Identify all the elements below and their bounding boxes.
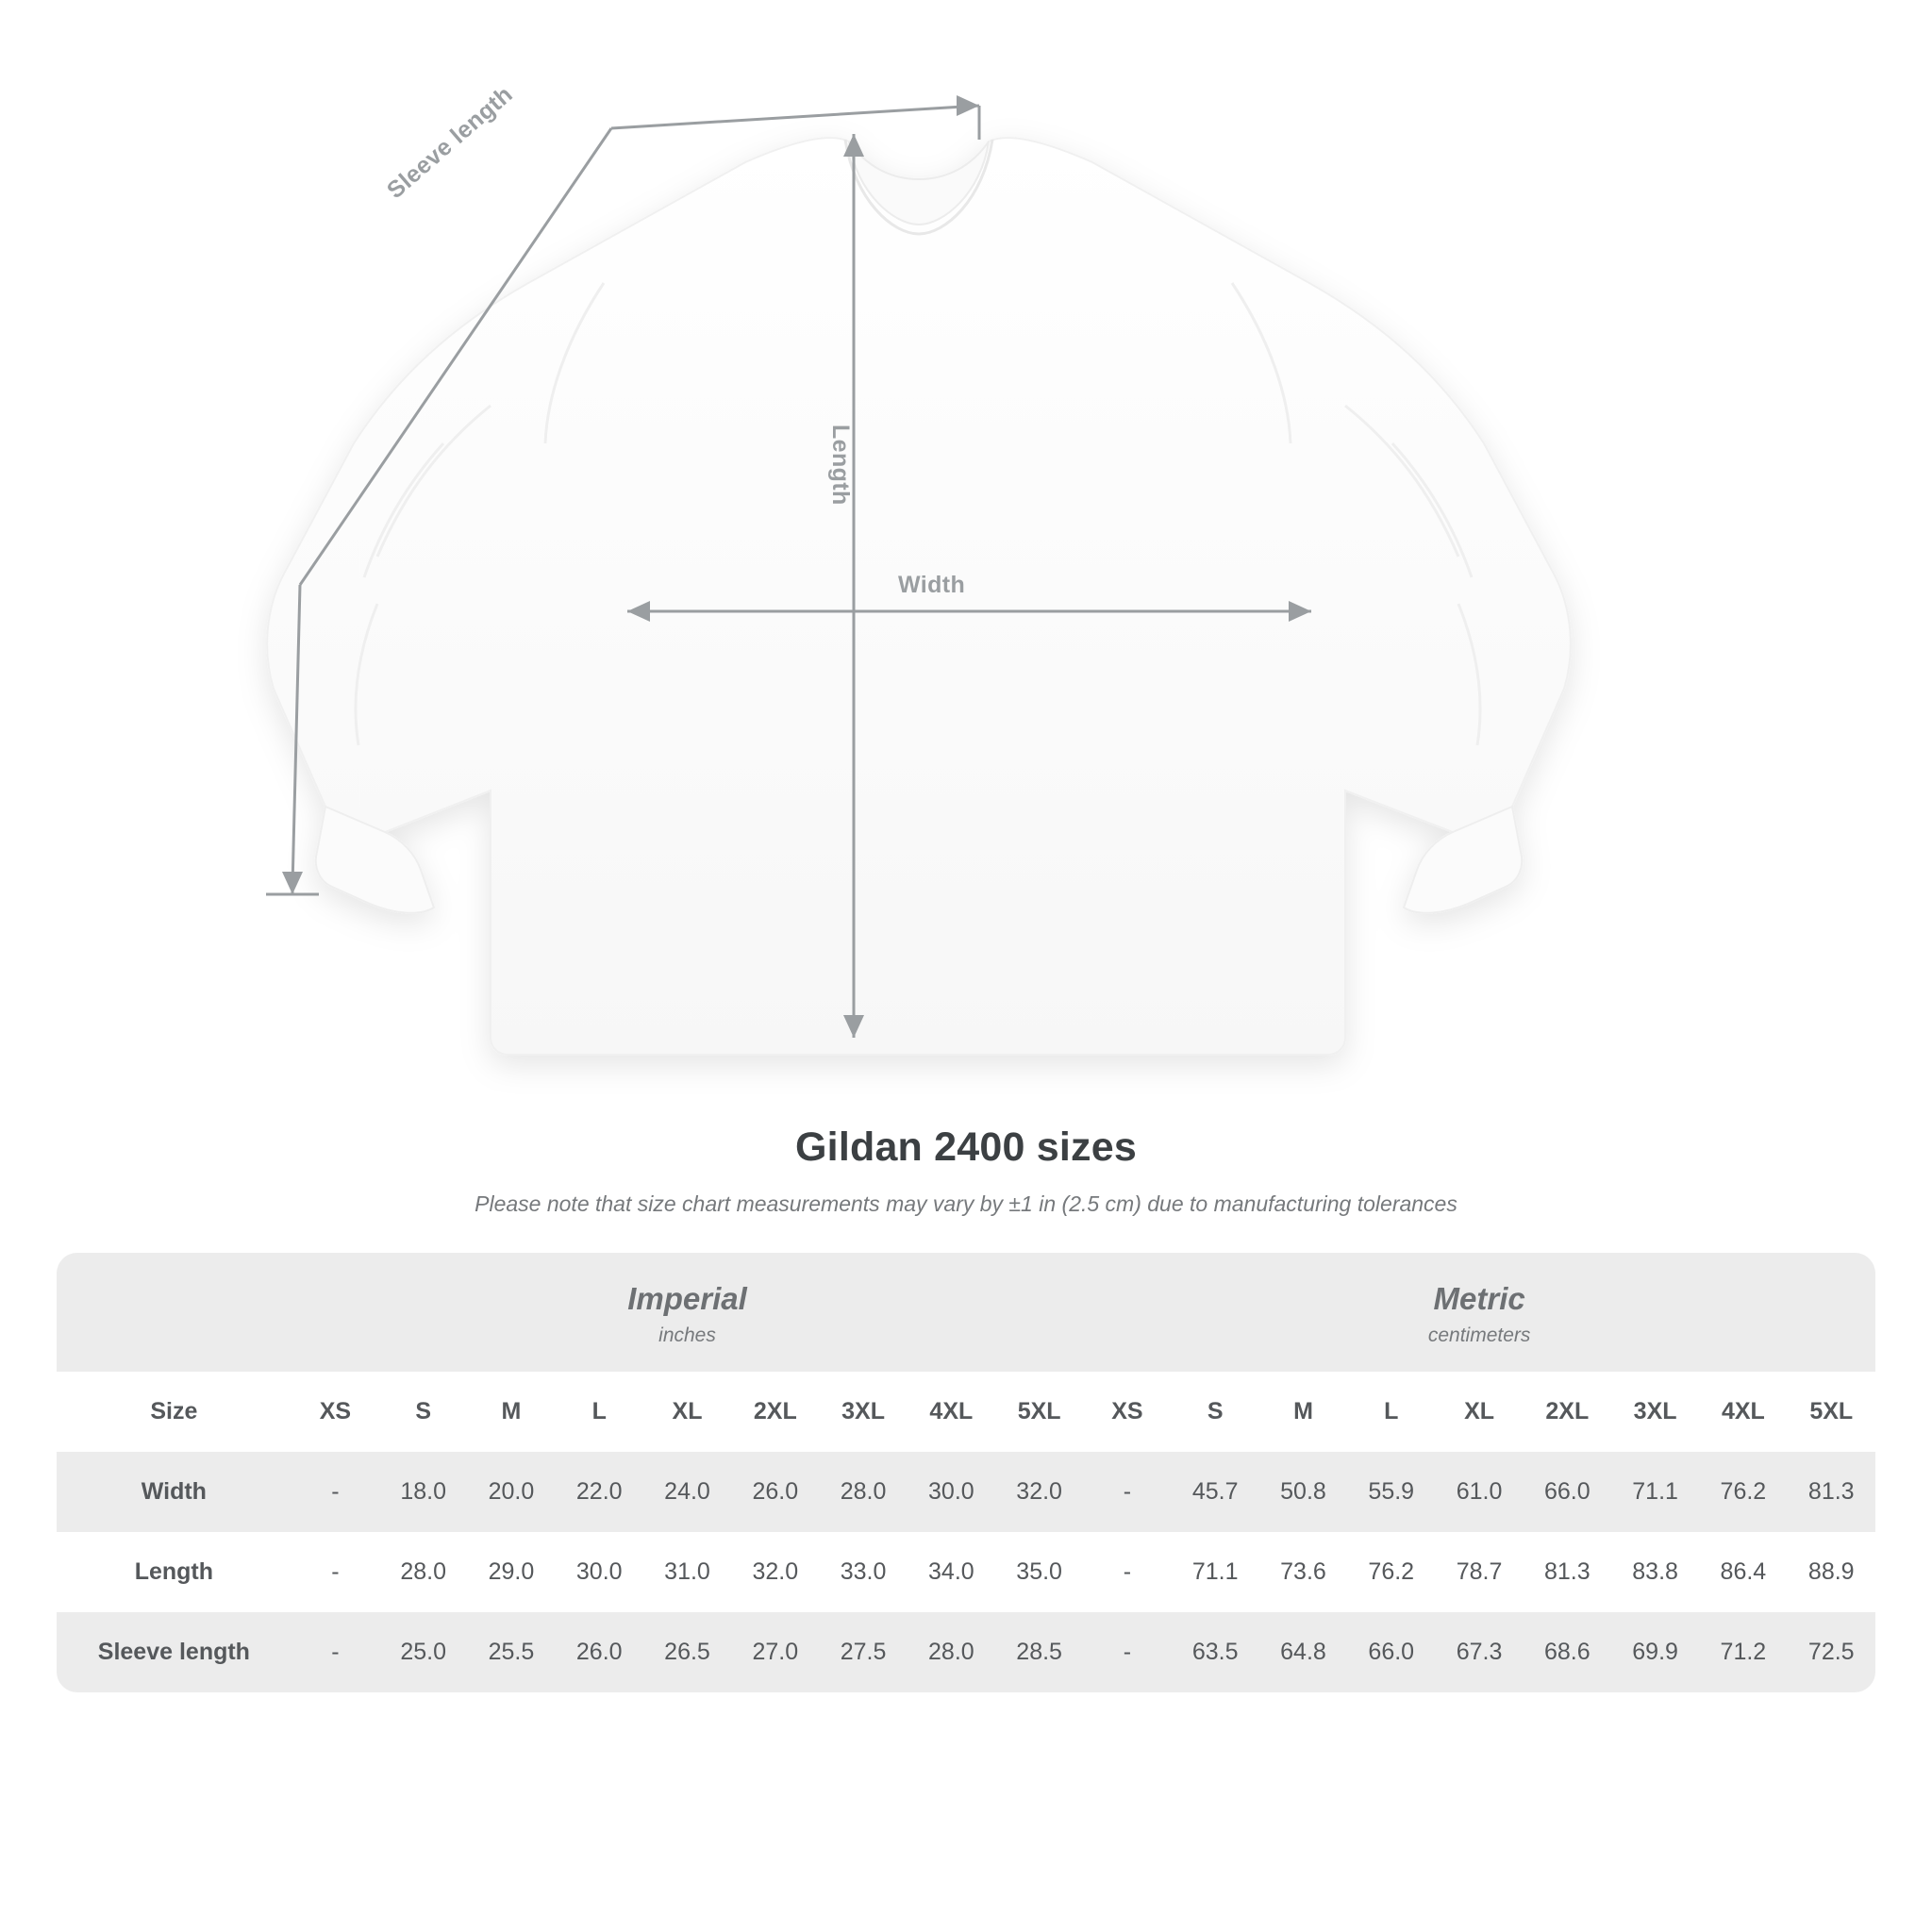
unit-system-row xyxy=(57,1253,1875,1372)
header-metric-xl: XL xyxy=(1435,1372,1523,1452)
cell-length-imperial-xl: 31.0 xyxy=(643,1532,731,1612)
sleeve-length-dimension-label: Sleeve length xyxy=(382,80,518,205)
header-metric-l: L xyxy=(1347,1372,1435,1452)
table-row xyxy=(57,1612,1875,1692)
table-header-row xyxy=(57,1372,1875,1452)
width-dimension-label: Width xyxy=(898,572,966,598)
table-row xyxy=(57,1532,1875,1612)
cell-length-metric-m: 73.6 xyxy=(1259,1532,1347,1612)
cell-length-imperial-xs: - xyxy=(291,1532,379,1612)
cell-width-imperial-5xl: 32.0 xyxy=(995,1452,1083,1532)
cell-sleeve-imperial-l: 26.0 xyxy=(556,1612,643,1692)
metric-unit-cell xyxy=(1083,1253,1875,1372)
cell-width-metric-xs: - xyxy=(1083,1452,1171,1532)
cell-width-imperial-m: 20.0 xyxy=(467,1452,555,1532)
header-imperial-3xl: 3XL xyxy=(819,1372,907,1452)
page-title: Gildan 2400 sizes xyxy=(795,1124,1137,1170)
cell-width-imperial-4xl: 30.0 xyxy=(908,1452,995,1532)
cell-width-metric-4xl: 76.2 xyxy=(1699,1452,1787,1532)
cell-width-metric-xl: 61.0 xyxy=(1435,1452,1523,1532)
cell-sleeve-imperial-4xl: 28.0 xyxy=(908,1612,995,1692)
cell-sleeve-imperial-3xl: 27.5 xyxy=(819,1612,907,1692)
cell-length-metric-s: 71.1 xyxy=(1172,1532,1259,1612)
cell-length-imperial-5xl: 35.0 xyxy=(995,1532,1083,1612)
cell-length-imperial-3xl: 33.0 xyxy=(819,1532,907,1612)
cell-sleeve-metric-m: 64.8 xyxy=(1259,1612,1347,1692)
cell-width-metric-m: 50.8 xyxy=(1259,1452,1347,1532)
cell-width-imperial-2xl: 26.0 xyxy=(731,1452,819,1532)
cell-sleeve-metric-4xl: 71.2 xyxy=(1699,1612,1787,1692)
cell-sleeve-imperial-m: 25.5 xyxy=(467,1612,555,1692)
cell-sleeve-imperial-5xl: 28.5 xyxy=(995,1612,1083,1692)
header-imperial-2xl: 2XL xyxy=(731,1372,819,1452)
cell-length-imperial-l: 30.0 xyxy=(556,1532,643,1612)
header-imperial-l: L xyxy=(556,1372,643,1452)
metric-label: Metric xyxy=(1433,1281,1525,1316)
size-column-header: Size xyxy=(57,1372,291,1452)
imperial-label: Imperial xyxy=(627,1281,747,1316)
header-metric-3xl: 3XL xyxy=(1611,1372,1699,1452)
cell-width-metric-l: 55.9 xyxy=(1347,1452,1435,1532)
length-dimension-label: Length xyxy=(827,425,854,506)
header-metric-s: S xyxy=(1172,1372,1259,1452)
cell-length-imperial-2xl: 32.0 xyxy=(731,1532,819,1612)
cell-length-metric-5xl: 88.9 xyxy=(1788,1532,1875,1612)
cell-length-metric-4xl: 86.4 xyxy=(1699,1532,1787,1612)
header-metric-4xl: 4XL xyxy=(1699,1372,1787,1452)
row-label-length: Length xyxy=(57,1532,291,1612)
header-imperial-xl: XL xyxy=(643,1372,731,1452)
cell-sleeve-metric-3xl: 69.9 xyxy=(1611,1612,1699,1692)
table-row xyxy=(57,1452,1875,1532)
cell-length-imperial-m: 29.0 xyxy=(467,1532,555,1612)
header-metric-m: M xyxy=(1259,1372,1347,1452)
cell-width-metric-s: 45.7 xyxy=(1172,1452,1259,1532)
row-label-sleeve-length: Sleeve length xyxy=(57,1612,291,1692)
header-imperial-xs: XS xyxy=(291,1372,379,1452)
header-imperial-s: S xyxy=(379,1372,467,1452)
header-imperial-4xl: 4XL xyxy=(908,1372,995,1452)
cell-width-imperial-l: 22.0 xyxy=(556,1452,643,1532)
cell-width-imperial-xs: - xyxy=(291,1452,379,1532)
cell-width-imperial-s: 18.0 xyxy=(379,1452,467,1532)
metric-sublabel: centimeters xyxy=(1427,1324,1531,1346)
header-imperial-m: M xyxy=(467,1372,555,1452)
cell-sleeve-imperial-xs: - xyxy=(291,1612,379,1692)
cell-length-metric-l: 76.2 xyxy=(1347,1532,1435,1612)
unit-spacer-cell xyxy=(57,1253,291,1372)
cell-width-imperial-xl: 24.0 xyxy=(643,1452,731,1532)
cell-width-metric-3xl: 71.1 xyxy=(1611,1452,1699,1532)
header-metric-xs: XS xyxy=(1083,1372,1171,1452)
header-metric-2xl: 2XL xyxy=(1524,1372,1611,1452)
row-label-width: Width xyxy=(57,1452,291,1532)
cell-width-metric-5xl: 81.3 xyxy=(1788,1452,1875,1532)
cell-sleeve-metric-xl: 67.3 xyxy=(1435,1612,1523,1692)
cell-sleeve-imperial-xl: 26.5 xyxy=(643,1612,731,1692)
cell-length-metric-xs: - xyxy=(1083,1532,1171,1612)
cell-length-metric-2xl: 81.3 xyxy=(1524,1532,1611,1612)
cell-sleeve-imperial-s: 25.0 xyxy=(379,1612,467,1692)
cell-length-metric-xl: 78.7 xyxy=(1435,1532,1523,1612)
cell-length-imperial-4xl: 34.0 xyxy=(908,1532,995,1612)
cell-width-metric-2xl: 66.0 xyxy=(1524,1452,1611,1532)
page-subtitle: Please note that size chart measurements may vary by ±1 in (2.5 cm) due to manufacturing tolerances xyxy=(475,1191,1457,1216)
imperial-sublabel: inches xyxy=(658,1324,716,1346)
cell-sleeve-metric-5xl: 72.5 xyxy=(1788,1612,1875,1692)
cell-length-metric-3xl: 83.8 xyxy=(1611,1532,1699,1612)
cell-length-imperial-s: 28.0 xyxy=(379,1532,467,1612)
header-metric-5xl: 5XL xyxy=(1788,1372,1875,1452)
cell-sleeve-metric-2xl: 68.6 xyxy=(1524,1612,1611,1692)
header-imperial-5xl: 5XL xyxy=(995,1372,1083,1452)
size-chart-table xyxy=(57,1253,1875,1692)
title-block xyxy=(0,1124,1932,1217)
cell-width-imperial-3xl: 28.0 xyxy=(819,1452,907,1532)
cell-sleeve-imperial-2xl: 27.0 xyxy=(731,1612,819,1692)
cell-sleeve-metric-s: 63.5 xyxy=(1172,1612,1259,1692)
cell-sleeve-metric-l: 66.0 xyxy=(1347,1612,1435,1692)
size-chart-table-wrapper xyxy=(57,1253,1875,1692)
cell-sleeve-metric-xs: - xyxy=(1083,1612,1171,1692)
imperial-unit-cell xyxy=(291,1253,1084,1372)
